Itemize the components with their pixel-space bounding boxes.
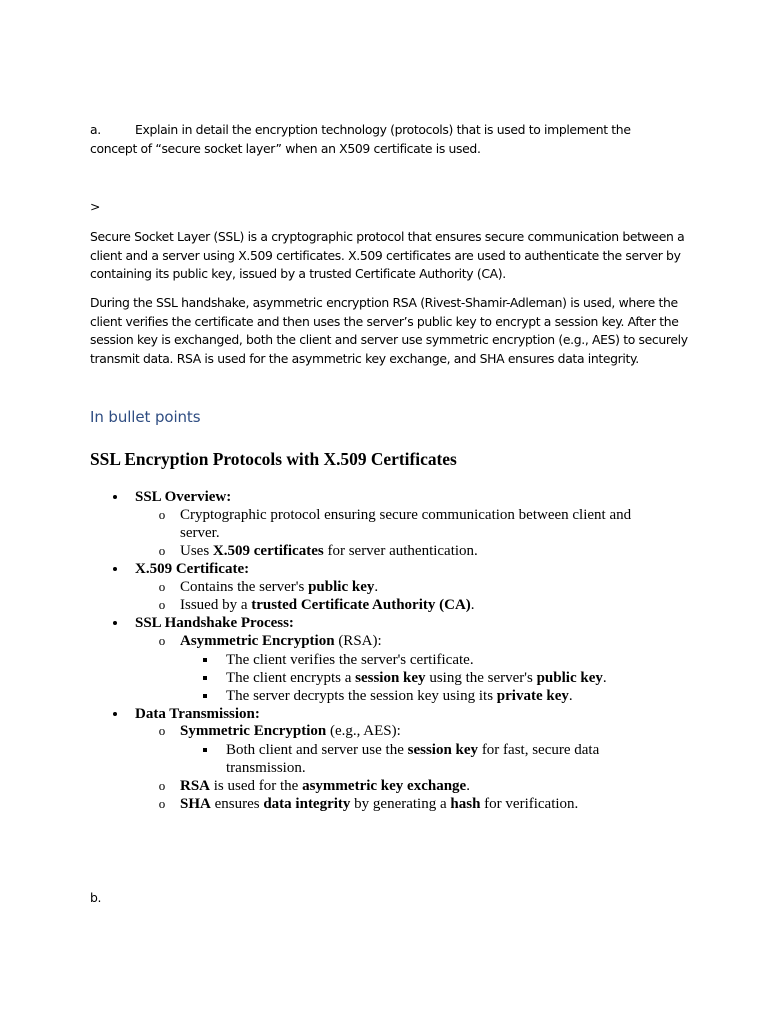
circle-bullet-icon: o <box>158 507 166 522</box>
handshake-step-1: The client verifies the server's certificate. <box>226 652 474 668</box>
transmission-rsa: RSA is used for the asymmetric key exchange. <box>180 778 470 794</box>
certificate-item-2: Issued by a trusted Certificate Authority (CA). <box>180 597 475 613</box>
transmission-sha: SHA ensures data integrity by generating a hash for verification. <box>180 796 579 812</box>
circle-bullet-icon: o <box>158 723 166 738</box>
question-b-marker: b. <box>90 890 102 905</box>
circle-bullet-icon: o <box>158 796 166 811</box>
square-bullet-icon <box>203 748 207 752</box>
overview-item-1: Cryptographic protocol ensuring secure communication between client and server. <box>180 507 632 541</box>
subheading: In bullet points <box>90 408 201 426</box>
circle-bullet-icon: o <box>158 778 166 793</box>
answer-paragraph-2: During the SSL handshake, asymmetric encryption RSA (Rivest-Shamir-Adleman) is used, where the client verifies the certificate and then uses the server’s public key to encrypt a session key. After the session key is exchanged, both the client and server use symmetric encryption (e.g., AES) to securely transmit data. RSA is used for the asymmetric key exchange, and SHA ensures data integrity. <box>90 295 688 366</box>
handshake-step-2: The client encrypts a session key using the server's public key. <box>226 670 607 686</box>
overview-item-2: Uses X.509 certificates for server authentication. <box>180 543 478 559</box>
bullet-x509-certificate: X.509 Certificate: <box>135 561 250 577</box>
transmission-symmetric: Symmetric Encryption (e.g., AES): <box>180 723 401 739</box>
bullet-icon <box>113 567 117 571</box>
handshake-asymmetric: Asymmetric Encryption (RSA): <box>180 633 382 649</box>
answer-marker: > <box>90 199 101 214</box>
bullet-ssl-overview: SSL Overview: <box>135 489 232 505</box>
section-title: SSL Encryption Protocols with X.509 Certificates <box>90 449 457 469</box>
bullet-ssl-handshake: SSL Handshake Process: <box>135 615 294 631</box>
transmission-step-1: Both client and server use the session key for fast, secure data transmission. <box>226 742 600 776</box>
circle-bullet-icon: o <box>158 579 166 594</box>
question-a <box>90 121 680 158</box>
certificate-item-1: Contains the server's public key. <box>180 579 379 595</box>
square-bullet-icon <box>203 658 207 662</box>
square-bullet-icon <box>203 676 207 680</box>
circle-bullet-icon: o <box>158 543 166 558</box>
circle-bullet-icon: o <box>158 633 166 648</box>
bullet-icon <box>113 712 117 716</box>
handshake-step-3: The server decrypts the session key using its private key. <box>226 688 573 704</box>
bullet-data-transmission: Data Transmission: <box>135 706 260 722</box>
bullet-icon <box>113 495 117 499</box>
question-a-marker: a. <box>90 122 101 137</box>
bullet-icon <box>113 621 117 625</box>
answer-paragraph-1: Secure Socket Layer (SSL) is a cryptographic protocol that ensures secure communication between a client and a server using X.509 certificates. X.509 certificates are used to authenticate the server by containing its public key, issued by a trusted Certificate Authority (CA). <box>90 229 685 282</box>
circle-bullet-icon: o <box>158 597 166 612</box>
square-bullet-icon <box>203 694 207 698</box>
question-a-text: Explain in detail the encryption technology (protocols) that is used to implement the concept of “secure socket layer” when an X509 certificate is used. <box>90 122 631 156</box>
